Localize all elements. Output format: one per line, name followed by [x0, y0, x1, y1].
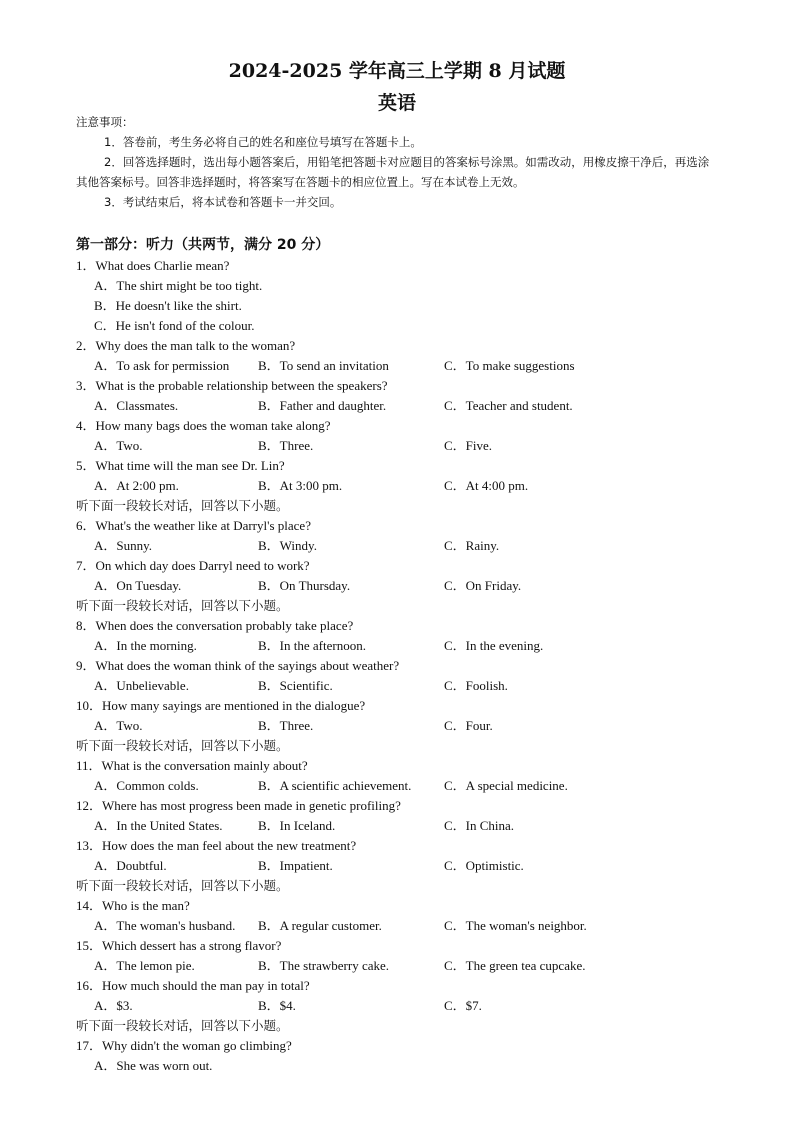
note-item: 1．答卷前，考生务必将自己的姓名和座位号填写在答题卡上。 — [104, 135, 422, 149]
option-c: C．The woman's neighbor. — [444, 918, 587, 933]
option-row — [76, 776, 716, 796]
note-item: 2．回答选择题时，选出每小题答案后，用铅笔把答题卡对应题目的答案标号涂黑。如需改动，用橡皮擦干净后，再选涂其他答案标号。回答非选择题时，将答案写在答题卡的相应位置上。写在本试卷上无效。 — [76, 155, 710, 189]
subject-title: 英语 — [377, 92, 416, 114]
option-row — [76, 436, 716, 456]
option-c: C．Foolish. — [444, 678, 508, 693]
option-b: B．In Iceland. — [258, 818, 336, 833]
notes-block — [76, 112, 718, 212]
option-a: A．She was worn out. — [94, 1058, 213, 1073]
question-stem: 4．How many bags does the woman take along? — [76, 418, 331, 433]
option-c: C．On Friday. — [444, 578, 522, 593]
option-b: B．Three. — [258, 438, 314, 453]
option-row — [76, 356, 716, 376]
question-stem: 8．When does the conversation probably take place? — [76, 618, 354, 633]
question-stem: 12．Where has most progress been made in genetic profiling? — [76, 798, 401, 813]
section-heading: 第一部分：听力（共两节，满分 20 分） — [76, 237, 330, 253]
option-b: B．Three. — [258, 718, 314, 733]
question-stem: 5．What time will the man see Dr. Lin? — [76, 458, 285, 473]
option-c: C．A special medicine. — [444, 778, 568, 793]
option-a: A．On Tuesday. — [94, 578, 182, 593]
question-stem: 10．How many sayings are mentioned in the dialogue? — [76, 698, 366, 713]
option-b: B．$4. — [258, 998, 296, 1013]
option-a: A．The shirt might be too tight. — [94, 278, 263, 293]
notes-heading: 注意事项： — [76, 115, 134, 129]
option-row — [76, 396, 716, 416]
option-c: C．At 4:00 pm. — [444, 478, 529, 493]
option-row — [76, 316, 716, 336]
option-row — [76, 476, 716, 496]
section-instruction: 听下面一段较长对话，回答以下小题。 — [76, 1018, 289, 1033]
option-a: A．The woman's husband. — [94, 918, 236, 933]
section-instruction: 听下面一段较长对话，回答以下小题。 — [76, 738, 289, 753]
option-a: A．$3. — [94, 998, 133, 1013]
question-stem: 11．What is the conversation mainly about? — [76, 758, 308, 773]
question-stem: 13．How does the man feel about the new treatment? — [76, 838, 357, 853]
option-row — [76, 276, 716, 296]
question-stem: 17．Why didn't the woman go climbing? — [76, 1038, 292, 1053]
section-instruction: 听下面一段较长对话，回答以下小题。 — [76, 878, 289, 893]
option-b: B．On Thursday. — [258, 578, 351, 593]
exam-title: 2024-2025 学年高三上学期 8 月试题 — [228, 60, 566, 82]
option-b: B．In the afternoon. — [258, 638, 366, 653]
option-b: B．At 3:00 pm. — [258, 478, 343, 493]
option-b: B．The strawberry cake. — [258, 958, 390, 973]
option-c: C．$7. — [444, 998, 482, 1013]
option-c: C．Rainy. — [444, 538, 500, 553]
option-row — [76, 576, 716, 596]
option-a: A．Classmates. — [94, 398, 179, 413]
question-list — [76, 256, 716, 1076]
option-b: B．To send an invitation — [258, 358, 389, 373]
option-row — [76, 676, 716, 696]
option-row — [76, 716, 716, 736]
section-instruction: 听下面一段较长对话，回答以下小题。 — [76, 598, 289, 613]
note-item: 3．考试结束后，将本试卷和答题卡一并交回。 — [104, 195, 342, 209]
question-stem: 3．What is the probable relationship between the speakers? — [76, 378, 388, 393]
option-a: A．Doubtful. — [94, 858, 167, 873]
option-row — [76, 1056, 716, 1076]
option-b: B．Windy. — [258, 538, 317, 553]
option-a: A．The lemon pie. — [94, 958, 195, 973]
question-stem: 2．Why does the man talk to the woman? — [76, 338, 296, 353]
option-a: A．In the morning. — [94, 638, 197, 653]
option-c: C．The green tea cupcake. — [444, 958, 586, 973]
option-a: A．At 2:00 pm. — [94, 478, 179, 493]
option-row — [76, 956, 716, 976]
option-b: B．He doesn't like the shirt. — [94, 298, 242, 313]
option-c: C．In China. — [444, 818, 515, 833]
option-row — [76, 536, 716, 556]
option-b: B．A regular customer. — [258, 918, 382, 933]
question-stem: 16．How much should the man pay in total? — [76, 978, 310, 993]
question-stem: 14．Who is the man? — [76, 898, 190, 913]
question-stem: 15．Which dessert has a strong flavor? — [76, 938, 282, 953]
option-a: A．Common colds. — [94, 778, 199, 793]
option-c: C．In the evening. — [444, 638, 544, 653]
option-b: B．Father and daughter. — [258, 398, 387, 413]
option-c: C．Four. — [444, 718, 493, 733]
option-a: A．In the United States. — [94, 818, 223, 833]
option-a: A．Unbelievable. — [94, 678, 189, 693]
question-stem: 6．What's the weather like at Darryl's place? — [76, 518, 311, 533]
option-row — [76, 916, 716, 936]
option-row — [76, 996, 716, 1016]
option-row — [76, 816, 716, 836]
option-c: C．Teacher and student. — [444, 398, 573, 413]
question-stem: 1．What does Charlie mean? — [76, 258, 230, 273]
option-a: A．Two. — [94, 718, 143, 733]
option-a: A．To ask for permission — [94, 358, 230, 373]
option-c: C．Optimistic. — [444, 858, 524, 873]
option-row — [76, 636, 716, 656]
question-stem: 7．On which day does Darryl need to work? — [76, 558, 310, 573]
option-a: A．Sunny. — [94, 538, 153, 553]
option-c: C．He isn't fond of the colour. — [94, 318, 255, 333]
option-c: C．To make suggestions — [444, 358, 575, 373]
option-b: B．Impatient. — [258, 858, 333, 873]
option-c: C．Five. — [444, 438, 493, 453]
option-row — [76, 296, 716, 316]
section-instruction: 听下面一段较长对话，回答以下小题。 — [76, 498, 289, 513]
option-a: A．Two. — [94, 438, 143, 453]
question-stem: 9．What does the woman think of the sayings about weather? — [76, 658, 400, 673]
option-b: B．Scientific. — [258, 678, 333, 693]
option-b: B．A scientific achievement. — [258, 778, 412, 793]
option-row — [76, 856, 716, 876]
